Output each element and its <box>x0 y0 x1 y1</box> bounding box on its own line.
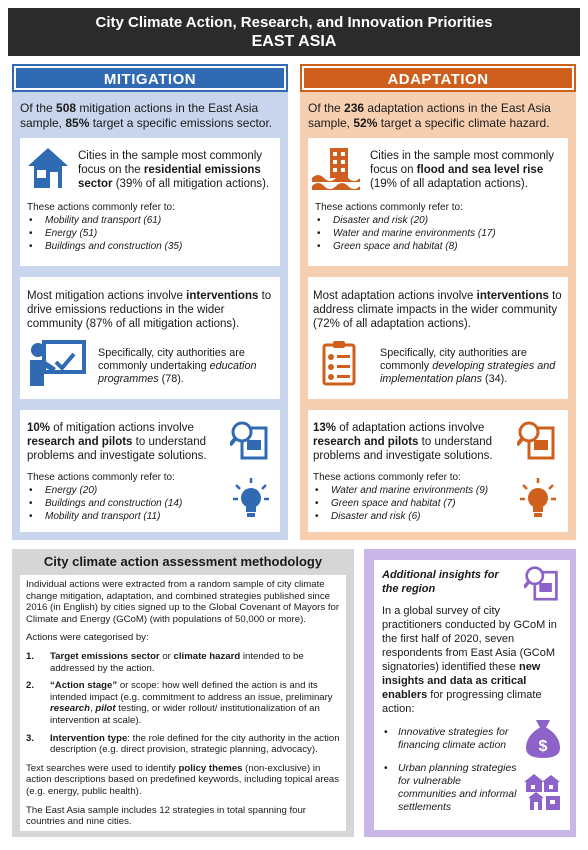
insights-list <box>384 726 520 814</box>
list-item: 2. “Action stage” or scope: how well defined the action is and its intended impact (e.g. commitment to address an issue, preliminary research, pilot testing, or wider rollout/ institutionalization of an intervention at scale). <box>26 680 333 726</box>
methodology-list <box>26 651 340 756</box>
methodology-paragraph: The East Asia sample includes 12 strategies in total spanning four countries and nine cities. <box>26 804 306 828</box>
page-subtitle: EAST ASIA <box>251 33 337 50</box>
house-icon <box>26 146 70 195</box>
list-item: 3. Intervention type: the role defined for the city authority in the action description (e.g. direct provision, strategic planning, advocacy). <box>26 732 340 756</box>
adaptation-intro: Of the 236 adaptation actions in the East Asia sample, 52% target a specific climate hazard. <box>308 101 551 130</box>
list-item: • Mobility and transport (11) <box>27 510 227 523</box>
lightbulb-icon <box>520 477 556 526</box>
page-title: City Climate Action, Research, and Innovation Priorities <box>95 14 493 31</box>
adaptation-heading: ADAPTATION <box>302 66 574 90</box>
adaptation-hazard-text: Cities in the sample most commonly focus on flood and sea level rise (19% of all adaptation actions). <box>370 150 555 190</box>
methodology-paragraph: Individual actions were extracted from a random sample of city climate change mitigation, adaptation, and combined strategies published since 2016 (in English) by cities signed up to the Global Covenant of Mayors for Climate and Energy (GCoM) (with populations of 50,000 or more). <box>26 579 340 625</box>
methodology-paragraph: Text searches were used to identify policy themes (non-exclusive) in action descriptions based on predefined keywords, including topical areas (e.g. energy, public health). <box>26 762 340 797</box>
mitigation-interventions-detail: Specifically, city authorities are commonly undertaking education programmes (78). <box>98 347 257 385</box>
mitigation-intro: Of the 508 mitigation actions in the East Asia sample, 85% target a specific emissions sector. <box>20 101 273 130</box>
svg-text:$: $ <box>538 738 548 755</box>
insights-title: Additional insights for the region <box>382 569 499 595</box>
list-item: • Disaster and risk (20) <box>315 214 565 227</box>
mitigation-interventions-text: Most mitigation actions involve interventions to drive emissions reductions in the wider community (87% of all mitigation actions). <box>27 290 272 330</box>
list-item: • Green space and habitat (8) <box>315 240 565 253</box>
adaptation-interventions-text: Most adaptation actions involve interventions to address climate impacts in the wider community (72% of all adaptation actions). <box>313 290 562 330</box>
insights-text: In a global survey of city practitioners conducted by GCoM in the first half of 2020, seven respondents from East Asia (GCoM signatories) identified these new insights and data as critical enablers for progressing climate action: <box>382 605 557 715</box>
adaptation-research-text: 13% of adaptation actions involve research and pilots to understand problems and investigate solutions. <box>313 422 493 462</box>
list-item: • Urban planning strategies for vulnerable communities and informal settlements <box>384 762 520 814</box>
mitigation-sector-list <box>27 214 277 253</box>
list-item: • Mobility and transport (61) <box>27 214 277 227</box>
list-item: • Energy (51) <box>27 227 277 240</box>
list-item: • Innovative strategies for financing climate action <box>384 726 520 752</box>
mitigation-heading: MITIGATION <box>14 66 286 90</box>
mitigation-research-text: 10% of mitigation actions involve research and pilots to understand problems and investigate solutions. <box>27 422 207 462</box>
checklist-icon <box>322 340 358 391</box>
list-item: • Buildings and construction (14) <box>27 497 227 510</box>
list-item: • Green space and habitat (7) <box>313 497 523 510</box>
lightbulb-icon <box>233 477 269 526</box>
page-header <box>8 8 580 56</box>
research-document-icon <box>230 420 270 465</box>
methodology-paragraph: Actions were categorised by: <box>26 632 149 644</box>
list-item: • Water and marine environments (9) <box>313 484 523 497</box>
adaptation-hazard-list-label: These actions commonly refer to: <box>315 202 463 213</box>
methodology-body <box>20 575 346 831</box>
money-bag-icon <box>526 718 560 763</box>
flood-building-icon <box>312 146 364 195</box>
adaptation-hazard-list <box>315 214 565 253</box>
list-item: 1. Target emissions sector or climate hazard intended to be addressed by the action. <box>26 650 304 674</box>
mitigation-sector-list-label: These actions commonly refer to: <box>27 202 175 213</box>
list-item: • Water and marine environments (17) <box>315 227 565 240</box>
mitigation-research-list-label: These actions commonly refer to: <box>27 472 175 483</box>
adaptation-interventions-detail: Specifically, city authorities are commonly developing strategies and implementation plans (34). <box>380 347 556 385</box>
research-document-icon <box>517 420 557 465</box>
adaptation-research-list <box>313 484 523 523</box>
list-item: • Buildings and construction (35) <box>27 240 277 253</box>
informal-settlement-icon <box>522 772 562 817</box>
list-item: • Disaster and risk (6) <box>313 510 523 523</box>
mitigation-sector-text: Cities in the sample most commonly focus on the residential emissions sector (39% of all mitigation actions). <box>78 150 270 190</box>
mitigation-research-list <box>27 484 227 523</box>
list-item: • Energy (20) <box>27 484 227 497</box>
teacher-board-icon <box>28 340 86 391</box>
research-document-icon <box>524 564 560 607</box>
adaptation-research-list-label: These actions commonly refer to: <box>313 472 461 483</box>
methodology-title: City climate action assessment methodology <box>43 554 323 569</box>
